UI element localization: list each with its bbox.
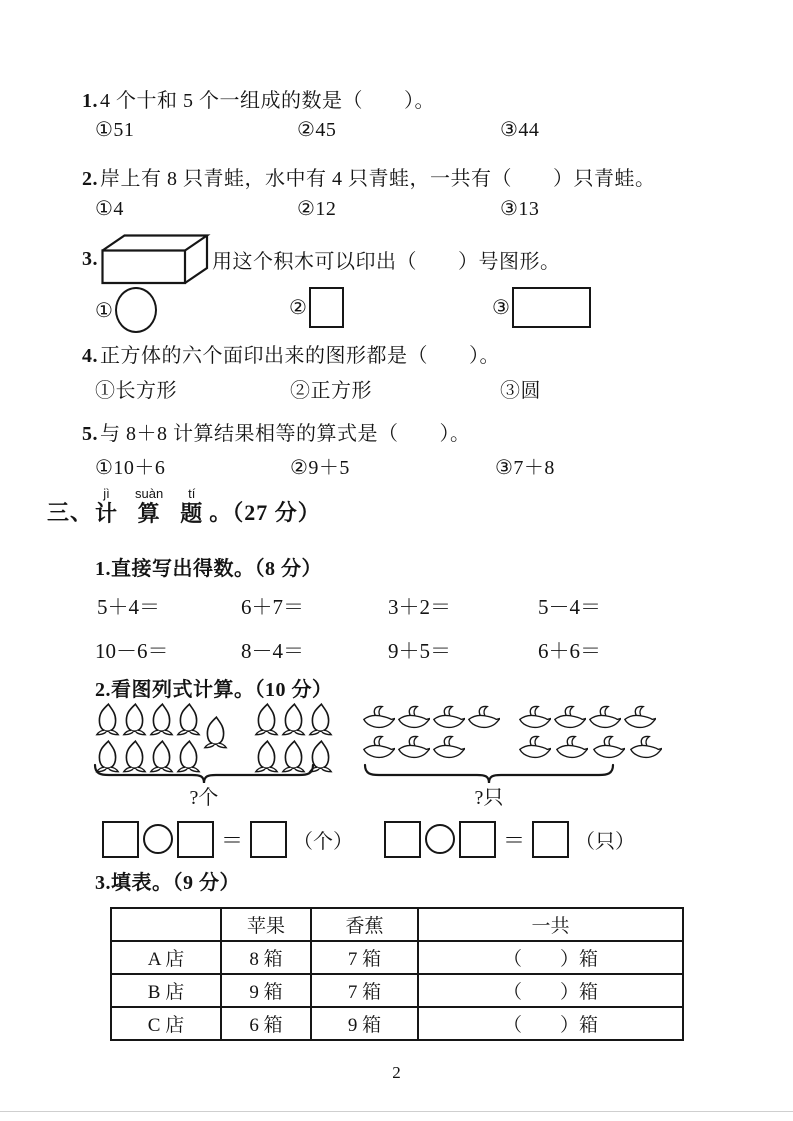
math-problem: 10－6＝ <box>95 639 169 663</box>
table-cell: 8 箱 <box>221 941 311 974</box>
cuboid-figure <box>100 232 212 286</box>
option: ②9＋5 <box>290 457 350 479</box>
option: ①长方形 <box>95 380 177 402</box>
math-problems-row2 <box>0 635 793 665</box>
table-header-cell <box>111 908 221 941</box>
math-problem: 5－4＝ <box>538 595 601 619</box>
dove-icon <box>588 704 621 733</box>
doves-picture <box>362 704 662 763</box>
table-cell: 9 箱 <box>311 1007 418 1040</box>
subquestion-title: 直接写出得数。（8 分） <box>111 558 322 580</box>
question-number: 3. <box>82 247 98 270</box>
option: ②正方形 <box>290 380 372 402</box>
dove-icon <box>432 704 465 733</box>
subquestion-number: 2. <box>95 679 111 701</box>
section-title-char: 题 <box>180 501 204 527</box>
answer-box <box>459 821 496 858</box>
dove-icon <box>467 704 500 733</box>
dove-row <box>362 734 500 763</box>
table-cell: （ ）箱 <box>418 1007 683 1040</box>
peach-icon <box>175 701 202 737</box>
question-5 <box>82 417 471 446</box>
operator-circle <box>425 824 455 854</box>
peach-icon <box>202 714 229 750</box>
dove-icon <box>629 734 662 763</box>
table-header-cell: 苹果 <box>221 908 311 941</box>
question-text: 岸上有 8 只青蛙，水中有 4 只青蛙，一共有（ ）只青蛙。 <box>100 168 656 190</box>
question-number: 2. <box>82 168 98 190</box>
pinyin: jì <box>103 486 110 501</box>
question-number: 1. <box>82 90 98 112</box>
dove-icon <box>518 704 551 733</box>
equation-template-doves <box>384 818 635 860</box>
section-title-char: 算 <box>137 501 161 527</box>
table-cell: 7 箱 <box>311 941 418 974</box>
option: ①4 <box>95 198 124 220</box>
option: ③圆 <box>500 380 541 402</box>
option: ②12 <box>297 198 337 220</box>
peach-icon <box>94 701 121 737</box>
subquestion-number: 1. <box>95 558 111 580</box>
page-number: 2 <box>392 1063 401 1082</box>
shape-option-rectangle <box>492 287 591 328</box>
answer-box <box>384 821 421 858</box>
peaches-count-label: ?个 <box>189 787 219 809</box>
option: ①51 <box>95 119 135 141</box>
answer-box <box>532 821 569 858</box>
option: ②45 <box>297 119 337 141</box>
table-cell: 6 箱 <box>221 1007 311 1040</box>
option: ③13 <box>500 198 540 220</box>
section-prefix: 三、 <box>47 499 94 525</box>
footer-divider <box>0 1111 793 1112</box>
table-cell: B 店 <box>111 974 221 1007</box>
subquestion-title: 看图列式计算。（10 分） <box>111 679 333 701</box>
question-3-options <box>0 287 793 341</box>
dove-icon <box>362 704 395 733</box>
subquestion-2 <box>95 673 333 702</box>
question-number: 4. <box>82 345 98 367</box>
peach-icon <box>148 701 175 737</box>
section-title-ruby <box>95 487 203 527</box>
shape-option-circle <box>95 287 157 333</box>
question-1 <box>82 84 435 113</box>
dove-row <box>518 734 662 763</box>
question-3 <box>82 232 561 286</box>
table-row <box>111 974 683 1007</box>
option-label: ① <box>95 299 113 322</box>
operator-circle <box>143 824 173 854</box>
math-problem: 9＋5＝ <box>388 639 451 663</box>
dove-row <box>518 704 662 733</box>
unit-label: （个） <box>293 830 354 853</box>
table-cell: A 店 <box>111 941 221 974</box>
rectangle-shape <box>512 287 591 328</box>
subquestion-number: 3. <box>95 872 111 894</box>
table-header-cell: 香蕉 <box>311 908 418 941</box>
math-problem: 8－4＝ <box>241 639 304 663</box>
math-problem: 3＋2＝ <box>388 595 451 619</box>
dove-icon <box>397 734 430 763</box>
option: ①10＋6 <box>95 457 166 479</box>
subquestion-1 <box>95 552 322 581</box>
table-cell: C 店 <box>111 1007 221 1040</box>
table-cell: （ ）箱 <box>418 974 683 1007</box>
math-problem: 6＋6＝ <box>538 639 601 663</box>
unit-label: （只） <box>575 830 636 853</box>
option: ③7＋8 <box>495 457 555 479</box>
option-label: ③ <box>492 297 510 319</box>
fill-table <box>110 907 684 1041</box>
dove-icon <box>518 734 551 763</box>
dove-icon <box>555 734 588 763</box>
question-text: 4 个十和 5 个一组成的数是（ ）。 <box>100 90 435 112</box>
peach-icon <box>280 701 307 737</box>
peach-icon <box>307 701 334 737</box>
square-shape <box>309 287 344 328</box>
question-number: 5. <box>82 423 98 445</box>
question-text: 用这个积木可以印出（ ）号图形。 <box>212 250 561 273</box>
circle-shape <box>115 287 157 333</box>
math-problem: 6＋7＝ <box>241 595 304 619</box>
dove-icon <box>362 734 395 763</box>
table-cell: （ ）箱 <box>418 941 683 974</box>
peach-icon <box>253 701 280 737</box>
dove-icon <box>592 734 625 763</box>
table-row <box>111 1007 683 1040</box>
question-4 <box>82 339 500 368</box>
answer-box <box>177 821 214 858</box>
shape-option-square <box>289 287 344 328</box>
option-label: ② <box>289 297 307 319</box>
table-header-row <box>111 908 683 941</box>
dove-icon <box>553 704 586 733</box>
math-problem: 5＋4＝ <box>97 595 160 619</box>
peach-icon <box>121 701 148 737</box>
section-title-char: 计 <box>95 501 119 527</box>
subquestion-title: 填表。（9 分） <box>111 872 240 894</box>
option: ③44 <box>500 119 540 141</box>
table-row <box>111 941 683 974</box>
equation-template-peaches <box>102 818 353 860</box>
math-problems-row1 <box>0 591 793 621</box>
dove-row <box>362 704 500 733</box>
peach-row <box>94 701 229 737</box>
dove-group-1 <box>362 704 500 763</box>
peach-row <box>253 701 334 737</box>
table-header-cell: 一共 <box>418 908 683 941</box>
table-cell: 9 箱 <box>221 974 311 1007</box>
answer-box <box>250 821 287 858</box>
section-heading <box>47 487 321 527</box>
pinyin: suàn <box>135 486 164 501</box>
question-text: 正方体的六个面印出来的图形都是（ ）。 <box>100 345 500 367</box>
doves-count-label: ?只 <box>474 787 504 809</box>
dove-group-2 <box>518 704 662 763</box>
answer-box <box>102 821 139 858</box>
dove-icon <box>432 734 465 763</box>
subquestion-3 <box>95 866 240 895</box>
table-cell: 7 箱 <box>311 974 418 1007</box>
pinyin: tí <box>188 486 196 501</box>
section-score: 。（27 分） <box>209 499 321 525</box>
question-2 <box>82 162 656 191</box>
dove-icon <box>397 704 430 733</box>
equals-sign: ＝ <box>221 827 244 853</box>
question-text: 与 8＋8 计算结果相等的算式是（ ）。 <box>100 423 471 445</box>
dove-icon <box>623 704 656 733</box>
equals-sign: ＝ <box>503 827 526 853</box>
